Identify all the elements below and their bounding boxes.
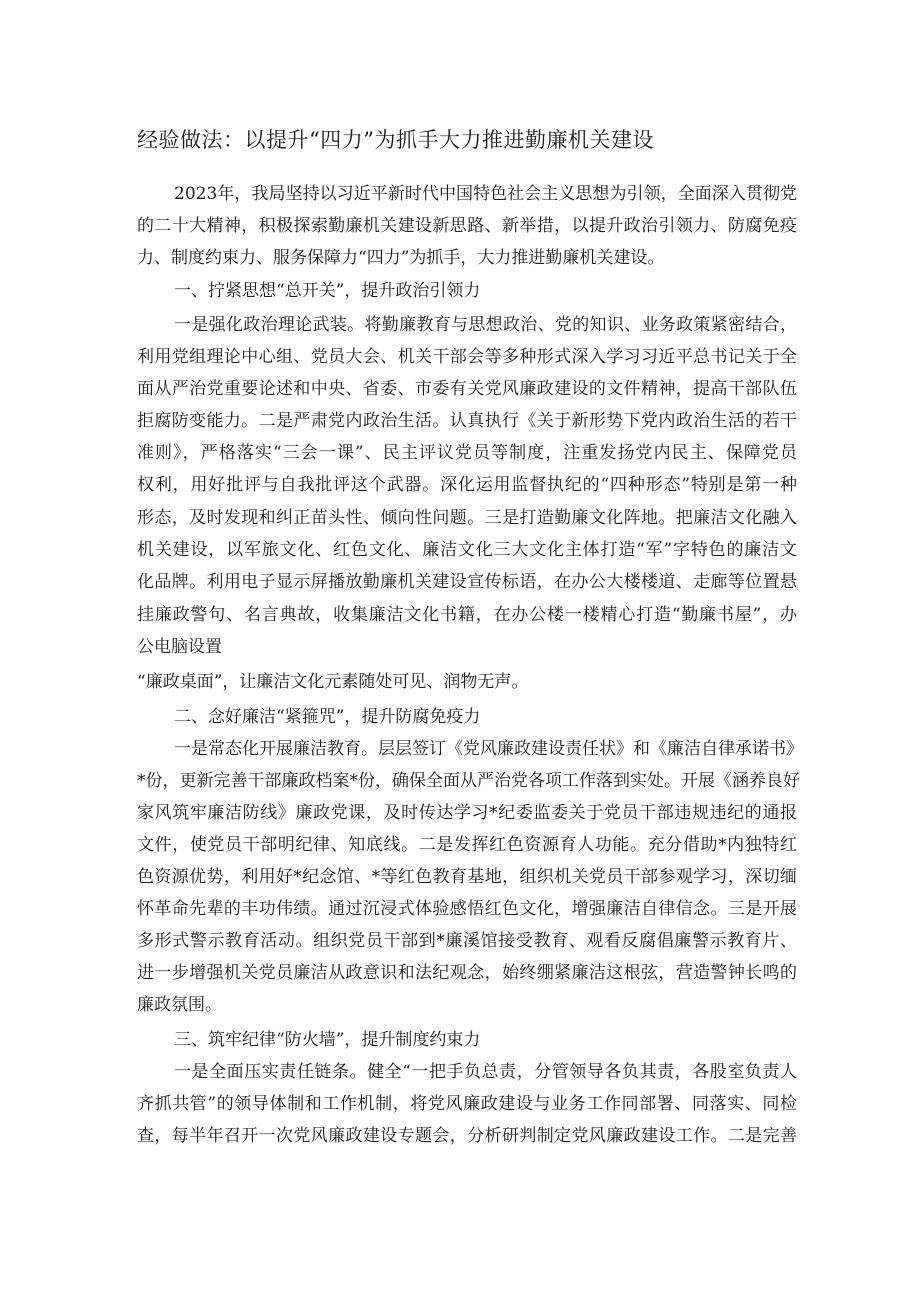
paragraph-line: 力、制度约束力、服务保障力“四力”为抓手，大力推进勤廉机关建设。 (137, 248, 665, 268)
paragraph-line: 拒腐防变能力。二是严肃党内政治生活。认真执行《关于新形势下党内政治生活的若干 (137, 411, 797, 431)
paragraph-line: 查，每半年召开一次党风廉政建设专题会，分析研判制定党风廉政建设工作。二是完善 (137, 1126, 797, 1146)
paragraph-line: 文件，使党员干部明纪律、知底线。二是发挥红色资源育人功能。充分借助*内独特红 (137, 835, 797, 855)
paragraph-line: 2023年，我局坚持以习近平新时代中国特色社会主义思想为引领，全面深入贯彻党 (174, 184, 797, 204)
section-heading-2: 二、念好廉洁“紧箍咒”，提升防腐免疫力 (174, 707, 481, 727)
paragraph-line: 利用党组理论中心组、党员大会、机关干部会等多种形式深入学习习近平总书记关于全 (137, 347, 797, 367)
paragraph-line: 进一步增强机关党员廉洁从政意识和法纪观念，始终绷紧廉洁这根弦，营造警钟长鸣的 (137, 963, 797, 983)
document-title: 经验做法：以提升“四力”为抓手大力推进勤廉机关建设 (137, 128, 654, 152)
paragraph-line: 准则》，严格落实“三会一课”、民主评议党员等制度，注重发扬党内民主、保障党员 (137, 443, 797, 463)
paragraph-line: 挂廉政警句、名言典故，收集廉洁文化书籍，在办公楼一楼精心打造“勤廉书屋”，办 (137, 605, 797, 625)
paragraph-line: 的二十大精神，积极探索勤廉机关建设新思路、新举措，以提升政治引领力、防腐免疫 (137, 216, 797, 236)
paragraph-line: 一是常态化开展廉洁教育。层层签订《党风廉政建设责任状》和《廉洁自律承诺书》 (174, 739, 803, 759)
paragraph-line: 色资源优势，利用好*纪念馆、*等红色教育基地，组织机关党员干部参观学习，深切缅 (137, 867, 797, 887)
paragraph-line: 权利，用好批评与自我批评这个武器。深化运用监督执纪的“四种形态”特别是第一种 (137, 475, 797, 495)
paragraph-line: 机关建设，以军旅文化、红色文化、廉洁文化三大文化主体打造“军”字特色的廉洁文 (137, 540, 797, 560)
paragraph-line: 廉政氛围。 (137, 995, 222, 1015)
paragraph-line: 面从严治党重要论述和中央、省委、市委有关党风廉政建设的文件精神，提高干部队伍 (137, 379, 797, 399)
paragraph-line: 齐抓共管”的领导体制和工作机制，将党风廉政建设与业务工作同部署、同落实、同检 (137, 1094, 797, 1114)
paragraph-line: “廉政桌面”，让廉洁文化元素随处可见、润物无声。 (137, 672, 529, 692)
paragraph-line: 多形式警示教育活动。组织党员干部到*廉溪馆接受教育、观看反腐倡廉警示教育片、 (137, 931, 797, 951)
paragraph-line: 化品牌。利用电子显示屏播放勤廉机关建设宣传标语，在办公大楼楼道、走廊等位置悬 (137, 572, 797, 592)
paragraph-line: *份，更新完善干部廉政档案*份，确保全面从严治党各项工作落到实处。开展《涵养良好 (137, 771, 800, 791)
section-heading-1: 一、拧紧思想“总开关”，提升政治引领力 (174, 281, 481, 301)
paragraph-line: 公电脑设置 (137, 637, 222, 657)
paragraph-line: 家风筑牢廉洁防线》廉政党课，及时传达学习*纪委监委关于党员干部违规违纪的通报 (137, 803, 797, 823)
paragraph-line: 怀革命先辈的丰功伟绩。通过沉浸式体验感悟红色文化，增强廉洁自律信念。三是开展 (137, 899, 797, 919)
paragraph-line: 一是全面压实责任链条。健全“一把手负总责，分管领导各负其责，各股室负责人 (174, 1062, 797, 1082)
paragraph-line: 一是强化政治理论武装。将勤廉教育与思想政治、党的知识、业务政策紧密结合， (174, 315, 797, 335)
section-heading-3: 三、筑牢纪律“防火墙”，提升制度约束力 (174, 1030, 481, 1050)
paragraph-line: 形态，及时发现和纠正苗头性、倾向性问题。三是打造勤廉文化阵地。把廉洁文化融入 (137, 508, 797, 528)
